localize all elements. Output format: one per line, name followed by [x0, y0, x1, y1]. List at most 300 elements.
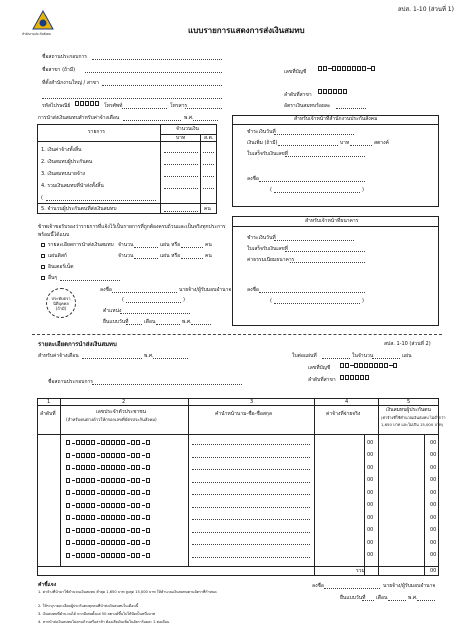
payment-sign-field[interactable] [112, 292, 177, 293]
id-digit-box[interactable] [121, 440, 125, 445]
form-code: สปส. 1-10 (ส่วนที่ 1) [398, 6, 454, 13]
id-digit-box[interactable] [86, 540, 90, 545]
name-field[interactable] [192, 557, 310, 558]
id-digit-box[interactable] [66, 528, 70, 533]
summary-col-satang: ส.ต. [204, 135, 214, 141]
attach-internet-label: อินเตอร์เน็ต [48, 264, 74, 270]
id-digit-box[interactable] [86, 503, 90, 508]
id-digit-box[interactable] [121, 465, 125, 470]
name-field[interactable] [192, 469, 310, 470]
part2-year-label: พ.ศ. [144, 353, 154, 359]
office-field[interactable] [102, 85, 222, 86]
name-field[interactable] [192, 519, 310, 520]
col-name-header: คำนำหน้านาม-ชื่อ-ชื่อสกุล [215, 411, 272, 417]
id-digit-box[interactable] [91, 490, 95, 495]
id-digit-box[interactable] [81, 490, 85, 495]
id-digit-box[interactable] [101, 440, 105, 445]
id-digit-box[interactable] [101, 515, 105, 520]
id-digit-box[interactable] [116, 478, 120, 483]
sso-receipt-date-field[interactable] [274, 134, 354, 135]
id-digit-box[interactable] [131, 540, 135, 545]
id-digit-box[interactable] [131, 490, 135, 495]
col-contrib-sub1: (ค่าจ้างที่ใช้คำนวณเงินสมทบ ไม่ต่ำกว่า [381, 415, 446, 420]
id-digit-box[interactable] [111, 553, 115, 558]
bank-official-box [232, 216, 439, 326]
col-num-5: 5 [407, 399, 411, 405]
contribution-satang[interactable]: 00 [430, 539, 437, 546]
id-digit-box[interactable] [86, 515, 90, 520]
bank-fee-field[interactable] [290, 262, 365, 263]
rate-field[interactable] [336, 108, 366, 109]
bank-fee-label: ค่าธรรมเนียมธนาคาร [247, 257, 295, 263]
part2-sheet-label: แผ่น [402, 353, 412, 359]
id-digit-box[interactable] [146, 465, 150, 470]
id-digit-box[interactable] [101, 490, 105, 495]
sso-money-label: เงินเพิ่ม (ถ้ามี) [247, 140, 278, 146]
col-seq-header: ลำดับที่ [40, 411, 56, 417]
id-digit-box[interactable] [136, 540, 140, 545]
id-digit-box[interactable] [81, 453, 85, 458]
part2-of-field[interactable] [372, 358, 400, 359]
wage-satang[interactable]: 00 [367, 489, 374, 496]
part2-month-label: สำหรับค่าจ้างเดือน [38, 353, 79, 359]
summary-row: 1. เงินค่าจ้างทั้งสิ้น [41, 147, 82, 153]
id-digit-box[interactable] [76, 503, 80, 508]
postcode-label: รหัสไปรษณีย์ [42, 103, 71, 109]
bank-box-title: สำหรับเจ้าหน้าที่ธนาคาร [305, 218, 359, 224]
id-digit-box[interactable] [86, 440, 90, 445]
id-digit-box[interactable] [146, 503, 150, 508]
sso-satang-field[interactable] [350, 145, 372, 146]
wage-satang[interactable]: 00 [367, 464, 374, 471]
name-field[interactable] [192, 482, 310, 483]
notes-line: 1. ค่าจ้างที่นำมาใช้คำนวณเงินสมทบ ต่ำสุด 1,650 บาท สูงสุด 15,000 บาท ให้คำนวณเงินสมทบตามอัตราที่กำหนด [38, 590, 217, 594]
branch-field[interactable] [85, 72, 222, 73]
id-digit-box[interactable] [131, 478, 135, 483]
attach-list-person-unit: คน [205, 242, 212, 248]
id-digit-box[interactable] [76, 453, 80, 458]
part2-company-field[interactable] [92, 384, 242, 385]
wage-satang[interactable]: 00 [367, 552, 374, 558]
id-digit-box[interactable] [136, 515, 140, 520]
notes-line: 3. เงินสมทบที่คำนวณได้ หากมีเศษตั้งแต่ 50 สตางค์ขึ้นไปให้ปัดเป็นหนึ่งบาท [38, 612, 156, 616]
wage-satang[interactable]: 00 [367, 539, 374, 546]
attach-disk-person-unit: คน [205, 253, 212, 259]
id-digit-box[interactable] [106, 540, 110, 545]
id-digit-box[interactable] [76, 465, 80, 470]
col-num-3: 3 [250, 399, 254, 405]
sso-satang-label: สตางค์ [374, 140, 389, 146]
id-digit-box[interactable] [136, 440, 140, 445]
id-digit-box[interactable] [146, 540, 150, 545]
summary-col-item: รายการ [88, 129, 105, 135]
summary-value[interactable] [164, 188, 198, 189]
id-digit-box[interactable] [91, 478, 95, 483]
account-label: เลขที่บัญชี [284, 69, 307, 75]
detail-total-label: รวม [356, 568, 365, 574]
id-digit-box[interactable] [106, 528, 110, 533]
payment-year-field[interactable] [191, 324, 211, 325]
col-contrib-sub2: 1,650 บาท และไม่เกิน 15,000 บาท) [381, 422, 443, 427]
contribution-satang[interactable]: 00 [430, 464, 437, 471]
col-id-header: เลขประจำตัวประชาชน [96, 409, 147, 415]
id-digit-box[interactable] [121, 515, 125, 520]
id-digit-box[interactable] [146, 478, 150, 483]
id-digit-box[interactable] [111, 478, 115, 483]
id-digit-box[interactable] [86, 490, 90, 495]
id-digit-box[interactable] [106, 515, 110, 520]
notes-sign-field[interactable] [324, 588, 380, 589]
id-digit-box[interactable] [131, 440, 135, 445]
contribution-satang[interactable]: 00 [430, 489, 437, 496]
logo-caption: สำนักงานประกันสังคม [22, 32, 51, 36]
id-digit-box[interactable] [76, 440, 80, 445]
id-digit-box[interactable] [86, 465, 90, 470]
id-digit-box[interactable] [66, 465, 70, 470]
id-digit-box[interactable] [86, 553, 90, 558]
wage-satang[interactable]: 00 [367, 452, 374, 458]
payment-month-label: เดือน [144, 319, 156, 325]
part2-title: รายละเอียดการนำส่งเงินสมทบ [38, 341, 117, 348]
id-digit-box[interactable] [66, 440, 70, 445]
id-digit-box[interactable] [91, 440, 95, 445]
summary-satang[interactable] [203, 164, 214, 165]
summary-month-text: การนำส่งเงินสมทบสำหรับค่าจ้างเดือน [38, 115, 120, 121]
id-digit-box[interactable] [66, 515, 70, 520]
id-digit-box[interactable] [111, 515, 115, 520]
id-digit-box[interactable] [106, 440, 110, 445]
id-digit-box[interactable] [146, 453, 150, 458]
name-field[interactable] [192, 507, 310, 508]
name-field[interactable] [192, 457, 310, 458]
id-digit-box[interactable] [111, 465, 115, 470]
phone-field[interactable] [122, 108, 167, 109]
company-label: ชื่อสถานประกอบการ [42, 54, 87, 60]
id-digit-box[interactable] [136, 478, 140, 483]
summary-value[interactable] [164, 152, 198, 153]
bank-receipt-date-field[interactable] [274, 240, 354, 241]
col-wage-header: ค่าจ้างที่จ่ายจริง [326, 411, 361, 417]
col-contrib-header: เงินสมทบผู้ประกันตน [386, 407, 431, 413]
summary-col-baht: บาท [176, 135, 186, 141]
bank-sign-name[interactable] [274, 303, 360, 304]
contribution-satang[interactable]: 00 [430, 452, 437, 458]
sso-receipt-date-label: ชำระเงินวันที่ [247, 129, 276, 135]
id-digit-box[interactable] [146, 440, 150, 445]
rate-label: อัตราเงินสมทบร้อยละ [284, 103, 331, 109]
attach-list-persons[interactable] [181, 247, 203, 248]
payment-year-label: พ.ศ. [182, 319, 192, 325]
wage-satang[interactable]: 00 [367, 502, 374, 508]
part2-month-field[interactable] [82, 358, 142, 359]
id-digit-box[interactable] [136, 453, 140, 458]
id-digit-box[interactable] [91, 553, 95, 558]
payment-date-label: ยื่นแบบวันที่ [103, 319, 129, 325]
id-digit-box[interactable] [121, 540, 125, 545]
fax-label: โทรสาร [170, 103, 188, 109]
summary-satang[interactable] [203, 176, 214, 177]
summary-row: 4. รวมเงินสมทบที่นำส่งทั้งสิ้น [41, 183, 104, 189]
sso-money-field[interactable] [278, 145, 338, 146]
attach-disk-persons[interactable] [181, 258, 203, 259]
name-field[interactable] [192, 494, 310, 495]
summary-value[interactable] [164, 164, 198, 165]
id-digit-box[interactable] [106, 478, 110, 483]
notes-sign-label: ลงชื่อ [312, 583, 324, 589]
notes-date-label: ยื่นแบบวันที่ [340, 595, 366, 601]
id-digit-box[interactable] [101, 528, 105, 533]
id-digit-box[interactable] [146, 490, 150, 495]
col-num-4: 4 [345, 399, 349, 405]
id-digit-box[interactable] [66, 553, 70, 558]
part2-company-label: ชื่อสถานประกอบการ [48, 379, 93, 385]
notes-line: 4. หากนำส่งเงินสมทบไม่ครบถ้วนหรือล่าช้า ต้องเสียเงินเพิ่มในอัตราร้อยละ 2 ต่อเดือน [38, 620, 170, 624]
summary-amount-words[interactable] [46, 200, 156, 201]
summary-row: 3. เงินสมทบนายจ้าง [41, 171, 86, 177]
attach-disk-count-label: จำนวน [118, 253, 134, 259]
wage-satang[interactable]: 00 [367, 439, 374, 446]
id-digit-box[interactable] [91, 453, 95, 458]
id-digit-box[interactable] [106, 503, 110, 508]
id-digit-box[interactable] [66, 478, 70, 483]
contribution-satang[interactable]: 00 [430, 439, 437, 446]
id-digit-box[interactable] [76, 515, 80, 520]
id-digit-box[interactable] [81, 503, 85, 508]
fax-field[interactable] [185, 108, 222, 109]
contribution-satang[interactable]: 00 [430, 527, 437, 533]
notes-month-field[interactable] [388, 600, 406, 601]
bank-receipt-date-label: ชำระเงินวันที่ [247, 235, 276, 241]
id-digit-box[interactable] [116, 553, 120, 558]
id-digit-box[interactable] [136, 465, 140, 470]
id-digit-box[interactable] [116, 540, 120, 545]
notes-year-label: พ.ศ. [408, 595, 418, 601]
id-digit-box[interactable] [116, 528, 120, 533]
payment-position-field[interactable] [120, 313, 190, 314]
wage-satang[interactable]: 00 [367, 514, 374, 521]
id-digit-box[interactable] [121, 453, 125, 458]
id-digit-box[interactable] [111, 528, 115, 533]
bank-sign-field[interactable] [259, 292, 365, 293]
notes-heading: คำชี้แจง [38, 582, 57, 588]
id-digit-box[interactable] [116, 515, 120, 520]
id-digit-box[interactable] [76, 490, 80, 495]
id-digit-box[interactable] [101, 465, 105, 470]
sso-receipt-no-label: ใบเสร็จรับเงินเลขที่ [247, 151, 288, 157]
name-field[interactable] [192, 444, 310, 445]
id-digit-box[interactable] [66, 540, 70, 545]
phone-label: โทรศัพท์ [104, 103, 123, 109]
notes-sign-role: นายจ้าง/ผู้รับมอบอำนาจ [383, 583, 436, 589]
part2-page-field[interactable] [322, 358, 350, 359]
id-digit-box[interactable] [131, 515, 135, 520]
id-digit-box[interactable] [106, 453, 110, 458]
summary-col-amount: จำนวนเงิน [176, 126, 199, 132]
contribution-satang[interactable]: 00 [430, 477, 437, 483]
notes-line: 2. ให้ระบุรายละเอียดผู้ประกันตนทุกคนที่นำส่งเงินสมทบในเดือนนี้ [38, 604, 139, 608]
name-field[interactable] [192, 532, 310, 533]
id-digit-box[interactable] [106, 465, 110, 470]
attach-list-checkbox[interactable] [41, 243, 45, 247]
id-digit-box[interactable] [111, 503, 115, 508]
col-num-2: 2 [122, 399, 126, 405]
sso-box-title: สำหรับเจ้าหน้าที่สำนักงานประกันสังคม [294, 116, 378, 122]
attach-list-sheets[interactable] [134, 247, 158, 248]
id-digit-box[interactable] [81, 528, 85, 533]
id-digit-box[interactable] [136, 503, 140, 508]
sso-sign-field[interactable] [259, 181, 365, 182]
id-digit-box[interactable] [91, 528, 95, 533]
id-digit-box[interactable] [101, 478, 105, 483]
id-digit-box[interactable] [106, 553, 110, 558]
bank-receipt-no-field[interactable] [285, 251, 365, 252]
detail-total-zero: 00 [430, 568, 437, 574]
id-digit-box[interactable] [111, 490, 115, 495]
bank-receipt-no-label: ใบเสร็จรับเงินเลขที่ [247, 246, 288, 252]
id-digit-box[interactable] [91, 515, 95, 520]
sso-sign-name[interactable] [274, 192, 360, 193]
id-digit-box[interactable] [121, 503, 125, 508]
wage-satang[interactable]: 00 [367, 477, 374, 483]
part2-form-code: สปส. 1-10 (ส่วนที่ 2) [384, 341, 431, 347]
id-digit-box[interactable] [106, 490, 110, 495]
sso-sign-label: ลงชื่อ [247, 176, 259, 182]
summary-value[interactable] [164, 211, 198, 212]
attach-internet-checkbox[interactable] [41, 265, 45, 269]
id-digit-box[interactable] [81, 515, 85, 520]
id-digit-box[interactable] [131, 465, 135, 470]
attach-other-label: อื่นๆ [48, 275, 58, 281]
contribution-satang[interactable]: 00 [430, 502, 437, 508]
id-digit-box[interactable] [131, 528, 135, 533]
id-digit-box[interactable] [91, 503, 95, 508]
summary-year-field[interactable] [193, 120, 218, 121]
id-digit-box[interactable] [111, 453, 115, 458]
office-label: ที่ตั้งสำนักงานใหญ่ / สาขา [42, 80, 99, 86]
logo [32, 10, 54, 32]
id-digit-box[interactable] [116, 465, 120, 470]
attach-other-checkbox[interactable] [41, 276, 45, 280]
summary-satang[interactable] [203, 188, 214, 189]
name-field[interactable] [192, 544, 310, 545]
payment-sign-role: นายจ้าง/ผู้รับมอบอำนาจ [179, 287, 232, 293]
payment-sign-name[interactable] [126, 302, 181, 303]
id-digit-box[interactable] [131, 503, 135, 508]
id-digit-box[interactable] [86, 478, 90, 483]
attach-disk-sheet-unit: แผ่น หรือ [160, 253, 181, 259]
id-digit-box[interactable] [121, 553, 125, 558]
id-digit-box[interactable] [66, 503, 70, 508]
payment-sign-label: ลงชื่อ [100, 287, 112, 293]
id-digit-box[interactable] [111, 440, 115, 445]
summary-value[interactable] [164, 176, 198, 177]
sso-receipt-no-field[interactable] [285, 156, 365, 157]
summary-year-text: พ.ศ. [184, 115, 194, 121]
notes-day-field[interactable] [362, 600, 374, 601]
id-digit-box[interactable] [81, 553, 85, 558]
attach-list-label: รายละเอียดการนำส่งเงินสมทบ [48, 242, 114, 248]
part2-account-label: เลขที่บัญชี [308, 365, 331, 371]
id-digit-box[interactable] [136, 490, 140, 495]
id-digit-box[interactable] [76, 528, 80, 533]
id-digit-box[interactable] [66, 453, 70, 458]
attach-other-field[interactable] [60, 280, 120, 281]
id-digit-box[interactable] [146, 528, 150, 533]
id-digit-box[interactable] [101, 503, 105, 508]
wage-satang[interactable]: 00 [367, 527, 374, 533]
contribution-satang[interactable]: 00 [430, 552, 437, 558]
id-digit-box[interactable] [121, 528, 125, 533]
id-digit-box[interactable] [86, 453, 90, 458]
summary-month-field[interactable] [123, 120, 181, 121]
payment-month-field[interactable] [156, 324, 180, 325]
id-digit-box[interactable] [76, 478, 80, 483]
id-digit-box[interactable] [116, 503, 120, 508]
payment-position-label: ตำแหน่ง [103, 308, 122, 314]
payment-intro: ข้าพเจ้าขอรับรองว่ารายการที่แจ้งไว้เป็นรายการที่ถูกต้องครบถ้วนและเป็นจริงทุกประการ [38, 224, 226, 230]
id-digit-box[interactable] [116, 490, 120, 495]
id-digit-box[interactable] [146, 553, 150, 558]
id-digit-box[interactable] [111, 540, 115, 545]
id-digit-box[interactable] [76, 553, 80, 558]
id-digit-box[interactable] [101, 553, 105, 558]
id-digit-box[interactable] [81, 440, 85, 445]
part2-of-label: ในจำนวน [352, 353, 374, 359]
id-digit-box[interactable] [116, 453, 120, 458]
attach-disk-sheets[interactable] [134, 258, 158, 259]
id-digit-box[interactable] [136, 553, 140, 558]
contribution-satang[interactable]: 00 [430, 514, 437, 521]
id-digit-box[interactable] [76, 540, 80, 545]
id-digit-box[interactable] [136, 528, 140, 533]
id-digit-box[interactable] [81, 478, 85, 483]
bank-sign-label: ลงชื่อ [247, 287, 259, 293]
id-digit-box[interactable] [81, 465, 85, 470]
attach-list-count-label: จำนวน [118, 242, 134, 248]
notes-month-label: เดือน [376, 595, 388, 601]
id-digit-box[interactable] [66, 490, 70, 495]
col-num-1: 1 [47, 399, 51, 405]
id-digit-box[interactable] [91, 540, 95, 545]
col-id-subheader: (สำหรับคนต่างด้าวให้กรอกเลขที่บัตรประกันสังคม) [66, 417, 157, 422]
attach-list-sheet-unit: แผ่น หรือ [160, 242, 181, 248]
office-field-2[interactable] [42, 98, 222, 99]
id-digit-box[interactable] [146, 515, 150, 520]
id-digit-box[interactable] [91, 465, 95, 470]
attach-disk-checkbox[interactable] [41, 254, 45, 258]
company-field[interactable] [92, 59, 222, 60]
id-digit-box[interactable] [101, 540, 105, 545]
id-digit-box[interactable] [81, 540, 85, 545]
payment-with: พร้อมนี้ได้แนบ [38, 232, 70, 238]
notes-year-field[interactable] [417, 600, 435, 601]
id-digit-box[interactable] [86, 528, 90, 533]
id-digit-box[interactable] [131, 453, 135, 458]
branch-no-label: ลำดับที่สาขา [284, 92, 312, 98]
part2-year-field[interactable] [153, 358, 188, 359]
id-digit-box[interactable] [101, 453, 105, 458]
company-seal-label: ประทับตรา นิติบุคคล (ถ้ามี) [51, 296, 71, 312]
id-digit-box[interactable] [121, 478, 125, 483]
payment-day-field[interactable] [126, 324, 142, 325]
id-digit-box[interactable] [131, 553, 135, 558]
summary-satang[interactable] [203, 152, 214, 153]
summary-row: 5. จำนวนผู้ประกันตนที่ส่งเงินสมทบ [41, 206, 117, 212]
id-digit-box[interactable] [121, 490, 125, 495]
summary-row: 2. เงินสมทบผู้ประกันตน [41, 159, 93, 165]
id-digit-box[interactable] [116, 440, 120, 445]
sso-baht-label: บาท [340, 140, 350, 146]
